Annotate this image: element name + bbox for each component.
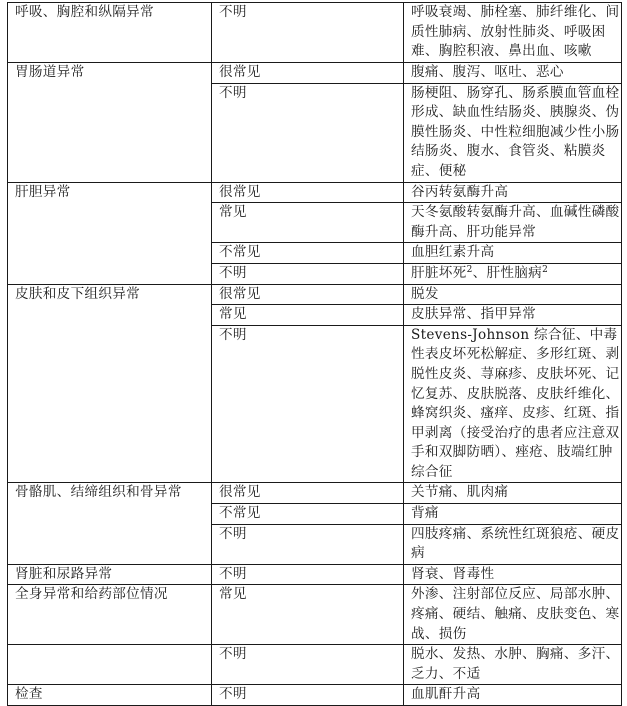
frequency-cell: 不明 (212, 325, 404, 483)
table-row (8, 564, 622, 585)
reactions-cell: 四肢疼痛、系统性红斑狼疮、硬皮病 (404, 524, 622, 564)
reaction-text: 肝脏坏死 (411, 264, 467, 281)
frequency-cell: 不明 (212, 3, 404, 63)
frequency-cell: 常见 (212, 203, 404, 243)
table-row (8, 182, 622, 203)
reactions-cell: 外渗、注射部位反应、局部水肿、疼痛、硬结、触痛、皮肤变色、寒战、损伤 (404, 585, 622, 645)
table-row (8, 685, 622, 706)
soc-cell: 肝胆异常 (8, 182, 212, 284)
frequency-cell: 不明 (212, 564, 404, 585)
table-row (8, 585, 622, 645)
soc-cell: 胃肠道异常 (8, 63, 212, 183)
frequency-cell: 不常见 (212, 504, 404, 525)
reactions-cell: 腹痛、腹泻、呕吐、恶心 (404, 63, 622, 84)
reactions-cell: 皮肤异常、指甲异常 (404, 305, 622, 326)
soc-cell: 皮肤和皮下组织异常 (8, 284, 212, 483)
reaction-text: 、肝性脑病 (472, 264, 543, 281)
reactions-cell: 背痛 (404, 504, 622, 525)
frequency-cell: 常见 (212, 585, 404, 645)
frequency-cell: 很常见 (212, 483, 404, 504)
reactions-cell: 脱水、发热、水肿、胸痛、多汗、乏力、不适 (404, 645, 622, 685)
reactions-cell: 天冬氨酸转氨酶升高、血碱性磷酸酶升高、肝功能异常 (404, 203, 622, 243)
frequency-cell: 不明 (212, 524, 404, 564)
soc-cell: 检查 (8, 685, 212, 706)
table-row (8, 645, 622, 685)
frequency-cell: 不明 (212, 263, 404, 284)
footnote-marker: 2 (466, 264, 473, 275)
frequency-cell: 不明 (212, 685, 404, 706)
frequency-cell: 很常见 (212, 284, 404, 305)
reactions-cell: 肠梗阻、肠穿孔、肠系膜血管血栓形成、缺血性结肠炎、胰腺炎、伪膜性肠炎、中性粒细胞减少性小肠结肠炎、腹水、食管炎、粘膜炎症、便秘 (404, 83, 622, 182)
table-row (8, 284, 622, 305)
frequency-cell: 不明 (212, 645, 404, 685)
adverse-reactions-table (7, 2, 622, 706)
reactions-cell: 肾衰、肾毒性 (404, 564, 622, 585)
frequency-cell: 很常见 (212, 182, 404, 203)
reactions-cell (404, 263, 622, 284)
soc-cell: 骨骼肌、结缔组织和骨异常 (8, 483, 212, 564)
frequency-cell: 常见 (212, 305, 404, 326)
soc-cell: 肾脏和尿路异常 (8, 564, 212, 585)
reactions-cell: Stevens-Johnson 综合征、中毒性表皮坏死松解症、多形红斑、剥脱性皮炎、荨麻疹、皮肤坏死、记忆复苏、皮肤脱落、皮肤纤维化、蜂窝织炎、瘙痒、皮疹、红斑、指甲剥离（接受治疗的患者应注意双手和双脚防晒）、痤疮、肢端红肿综合征 (404, 325, 622, 483)
table-row (8, 483, 622, 504)
reactions-cell: 关节痛、肌肉痛 (404, 483, 622, 504)
frequency-cell: 不明 (212, 83, 404, 182)
reactions-cell: 血肌酐升高 (404, 685, 622, 706)
table-row (8, 63, 622, 84)
frequency-cell: 不常见 (212, 243, 404, 264)
frequency-cell: 很常见 (212, 63, 404, 84)
footnote-marker: 2 (542, 264, 549, 275)
table-row (8, 3, 622, 63)
reactions-cell: 血胆红素升高 (404, 243, 622, 264)
reactions-cell: 呼吸衰竭、肺栓塞、肺纤维化、间质性肺病、放射性肺炎、呼吸困难、胸腔积液、鼻出血、咳嗽 (404, 3, 622, 63)
soc-cell: 全身异常和给药部位情况 (8, 585, 212, 645)
soc-cell: 呼吸、胸腔和纵隔异常 (8, 3, 212, 63)
reactions-cell: 脱发 (404, 284, 622, 305)
reactions-cell: 谷丙转氨酶升高 (404, 182, 622, 203)
soc-cell (8, 645, 212, 685)
